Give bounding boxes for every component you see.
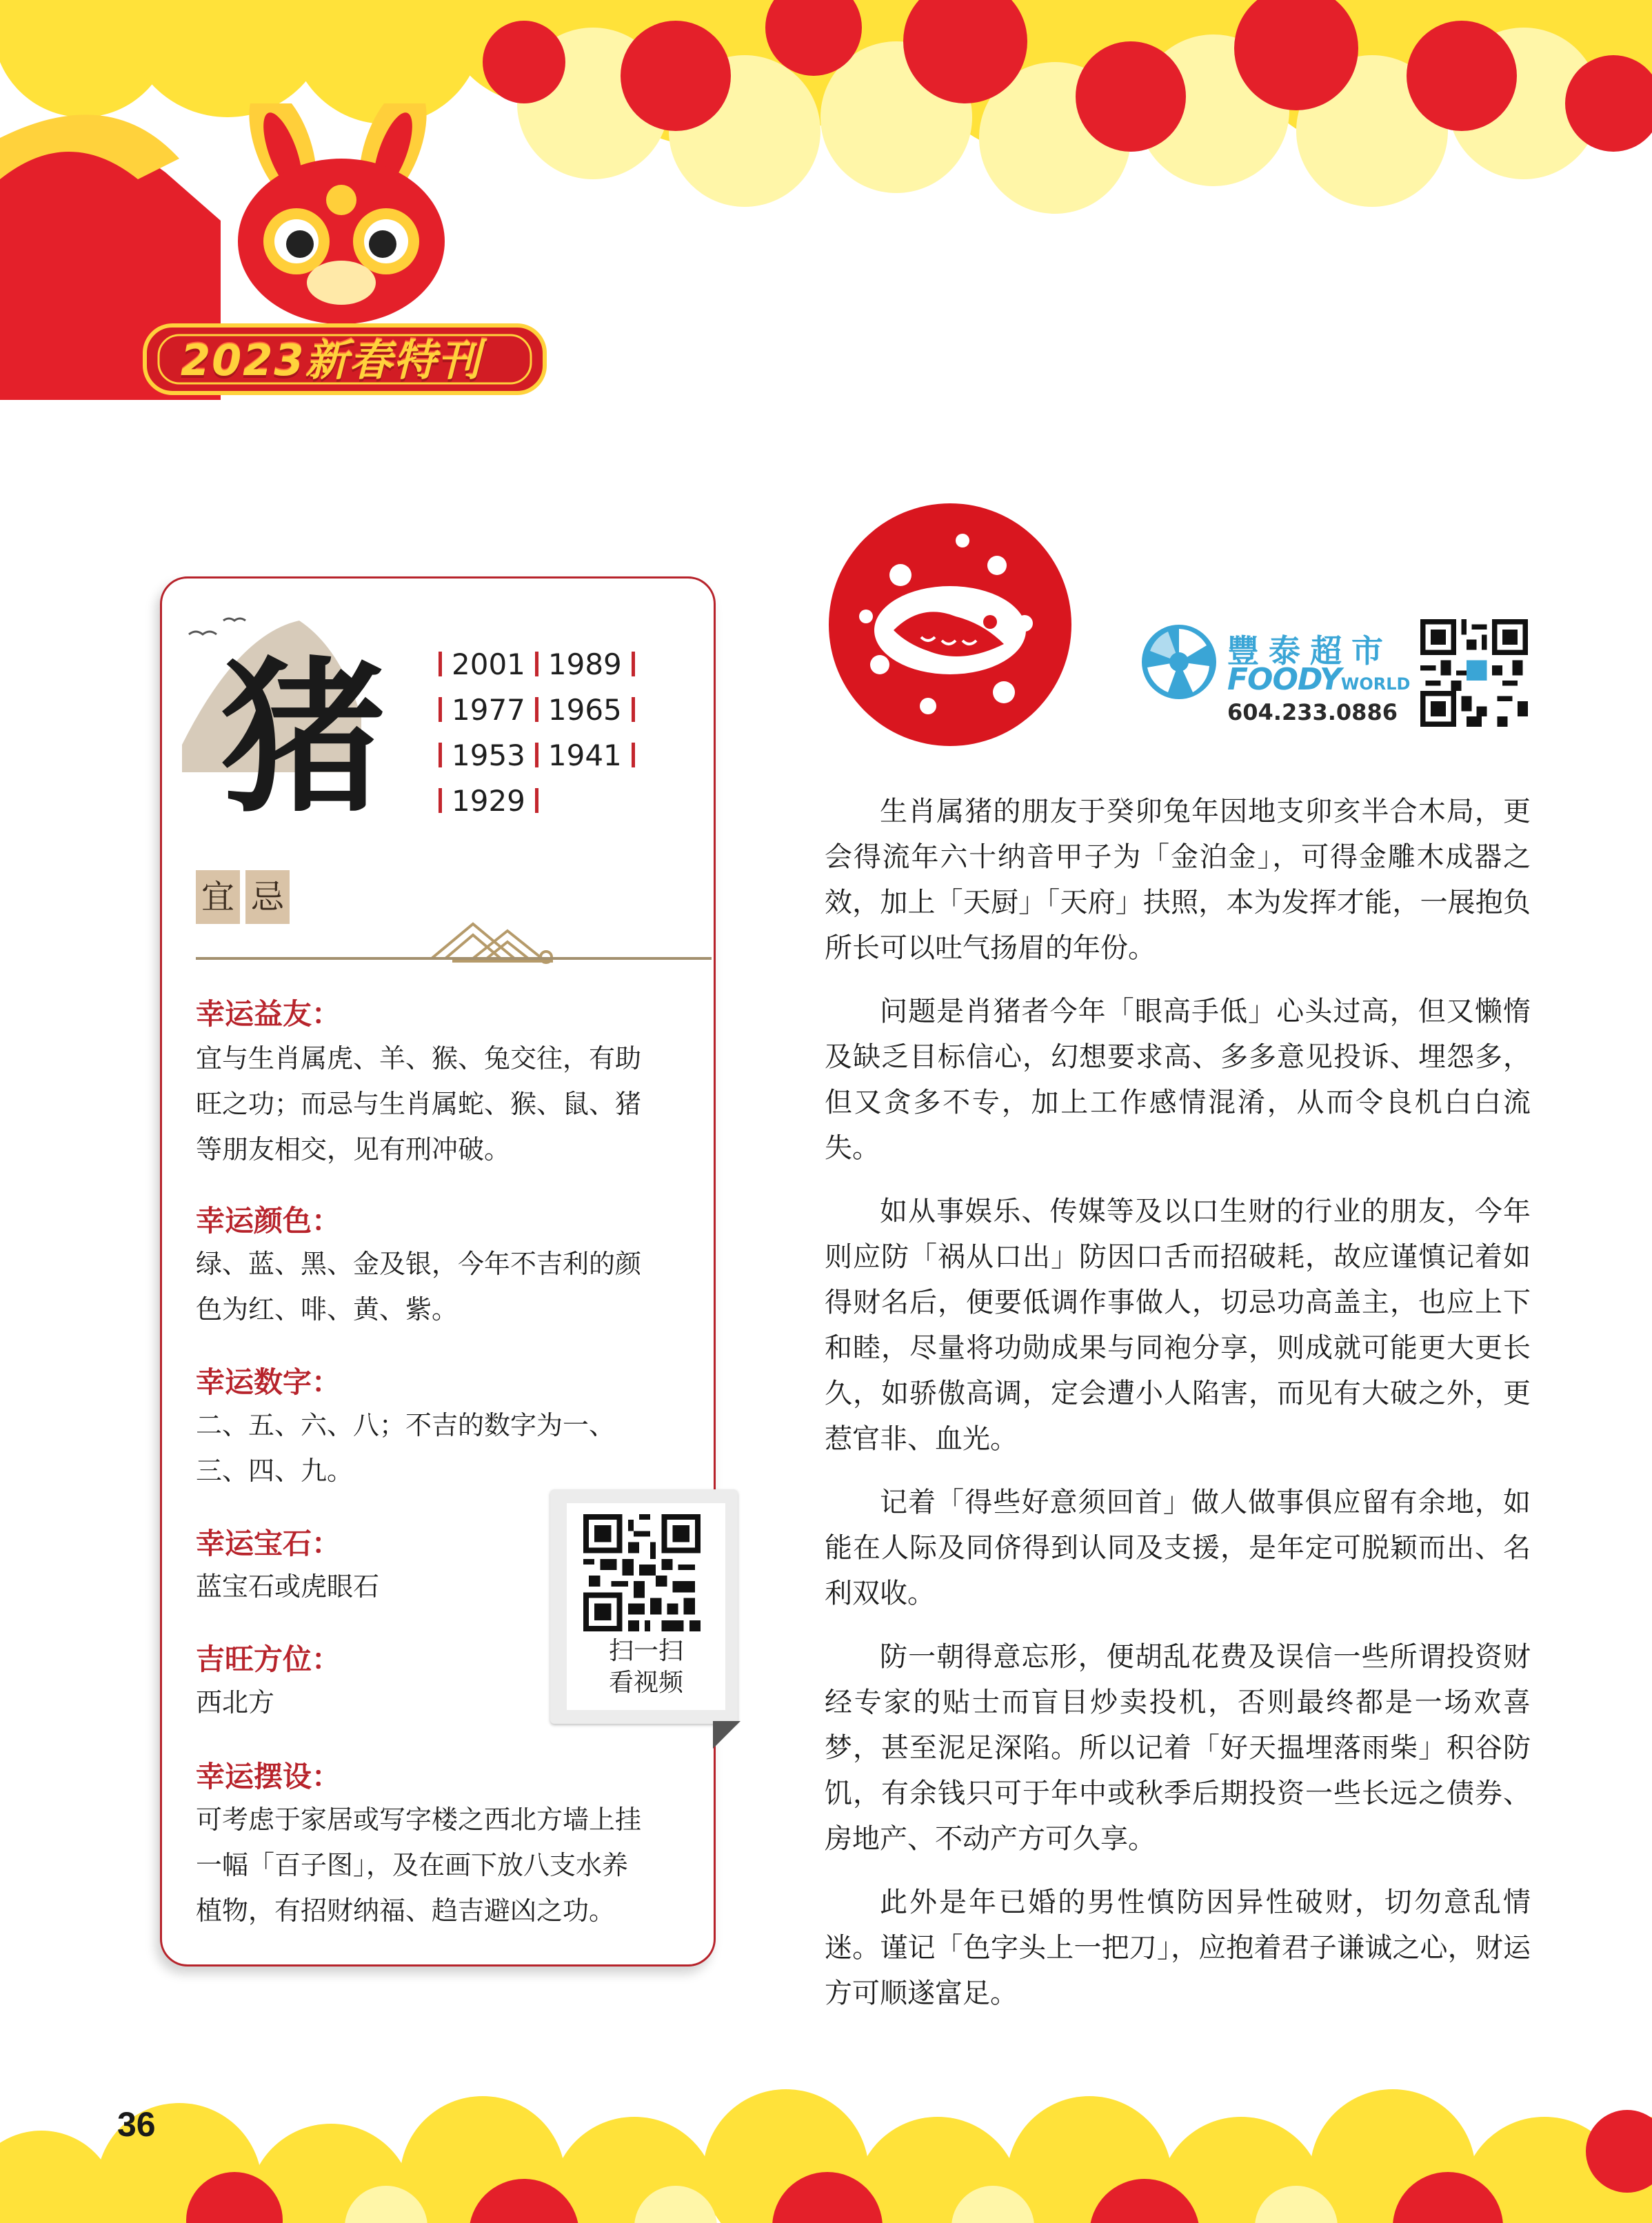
special-issue-title: 2023新春特刊 [181,335,482,385]
text-line: 可考虑于家居或写字楼之西北方墙上挂 [196,1804,642,1835]
scan-video-label [567,1636,725,1699]
section-title-friends: 幸运益友： [196,997,341,1031]
text-line: 一幅「百子图」，及在画下放八支水养 [196,1850,629,1880]
year: 1989 [547,647,622,681]
sponsor-qr-code[interactable] [1420,619,1528,727]
section-body-colors [196,1241,678,1332]
text-line: 植物，有招财纳福、趋吉避凶之功。 [196,1895,616,1926]
article-paragraph: 此外是年已婚的男性慎防因异性破财，切勿意乱情迷。谨记「色字头上一把刀」，应抱着君子谦诚之心，财运方可顺遂富足。 [825,1887,1531,2009]
tab-fold-corner [713,1721,741,1749]
sponsor-name-cn: 豐泰超市 [1227,632,1393,670]
section-body-decor [196,1797,678,1933]
article-paragraph: 问题是肖猪者今年「眼高手低」心头过高，但又懒惰及缺乏目标信心，幻想要求高、多多意见投诉、埋怨多，但又贪多不专，加上工作感情混淆，从而令良机白白流失。 [825,996,1531,1164]
text-line: 三、四、九。 [196,1456,354,1486]
year: 1977 [452,692,525,727]
year-row [439,641,645,687]
zodiac-character: 猪 [221,641,387,835]
text-line: 等朋友相交，见有刑冲破。 [196,1134,511,1165]
year: 1929 [452,783,525,818]
text-line: 扫一扫 [608,1637,683,1665]
text-line: 二、五、六、八；不吉的数字为一、 [196,1410,616,1440]
section-title-direction: 吉旺方位： [196,1642,341,1676]
text-line: 蓝宝石或虎眼石 [196,1571,380,1602]
tag-suitable: 宜 [196,870,240,924]
page-number: 36 [117,2105,156,2144]
text-line: 绿、蓝、黑、金及银，今年不吉利的颜 [196,1249,642,1279]
article-paragraph: 防一朝得意忘形，便胡乱花费及误信一些所谓投资财经专家的贴士而盲目炒卖投机，否则最终都是一场欢喜梦，甚至泥足深陷。所以记着「好天揾埋落雨柴」积谷防饥，有余钱只可于年中或秋季后期投资一些长远之债券、房地产、不动产方可久享。 [825,1641,1531,1855]
article-paragraph: 记着「得些好意须回首」做人做事俱应留有余地，如能在人际及同侪得到认同及支援，是年定可脱颖而出、名利双收。 [825,1487,1531,1609]
year-row [439,778,645,823]
year-row [439,687,645,732]
divider-line [196,957,712,960]
year: 2001 [452,647,525,681]
video-qr-code[interactable] [583,1514,701,1631]
article-paragraph: 生肖属猪的朋友于癸卯兔年因地支卯亥半合木局，更会得流年六十纳音甲子为「金泊金」，可得金雕木成器之效，加上「天厨」「天府」扶照，本为发挥才能，一展抱负所长可以吐气扬眉的年份。 [825,796,1531,964]
section-title-gemstone: 幸运宝石： [196,1527,341,1560]
suitable-avoid-tags [196,870,290,925]
year: 1953 [452,738,525,772]
section-title-numbers: 幸运数字： [196,1365,341,1399]
section-body-gemstone [196,1564,527,1609]
section-title-decor: 幸运摆设： [196,1760,341,1793]
section-body-numbers [196,1402,678,1493]
sponsor-name-en-main: FOODY [1227,662,1341,697]
text-line: 宜与生肖属虎、羊、猴、兔交往，有助 [196,1043,642,1074]
text-line: 西北方 [196,1687,275,1718]
sponsor-name-en [1227,662,1411,697]
rabbit-mascot-illustration [207,103,476,331]
article-paragraph: 如从事娱乐、传媒等及以口生财的行业的朋友，今年则应防「祸从口出」防因口舌而招破耗，故应谨慎记着如得财名后，便要低调作事做人，切忌功高盖主，也应上下和睦，尽量将功勋成果与同袍分享，则成就可能更大更长久，如骄傲高调，定会遭小人陷害，而见有大破之外，更惹官非、血光。 [825,1196,1531,1455]
text-line: 色为红、啡、黄、紫。 [196,1294,459,1325]
foody-world-logo-icon [1140,623,1218,701]
sponsor-phone: 604.233.0886 [1227,699,1398,725]
text-line: 看视频 [608,1669,683,1697]
pig-papercut-illustration [825,499,1076,750]
tag-avoid: 忌 [245,870,290,924]
section-title-colors: 幸运颜色： [196,1204,341,1238]
bottom-cloud-decoration [0,2069,1652,2223]
section-body-direction [196,1680,527,1725]
wave-mountain-decoration [425,896,556,964]
section-body-friends [196,1036,678,1172]
year: 1941 [547,738,622,772]
year: 1965 [547,692,622,727]
text-line: 旺之功；而忌与生肖属蛇、猴、鼠、猪 [196,1089,642,1119]
article-body [825,789,1531,2034]
year-row [439,732,645,778]
sponsor-name-en-suffix: WORLD [1340,674,1411,694]
zodiac-years-list [439,641,645,823]
